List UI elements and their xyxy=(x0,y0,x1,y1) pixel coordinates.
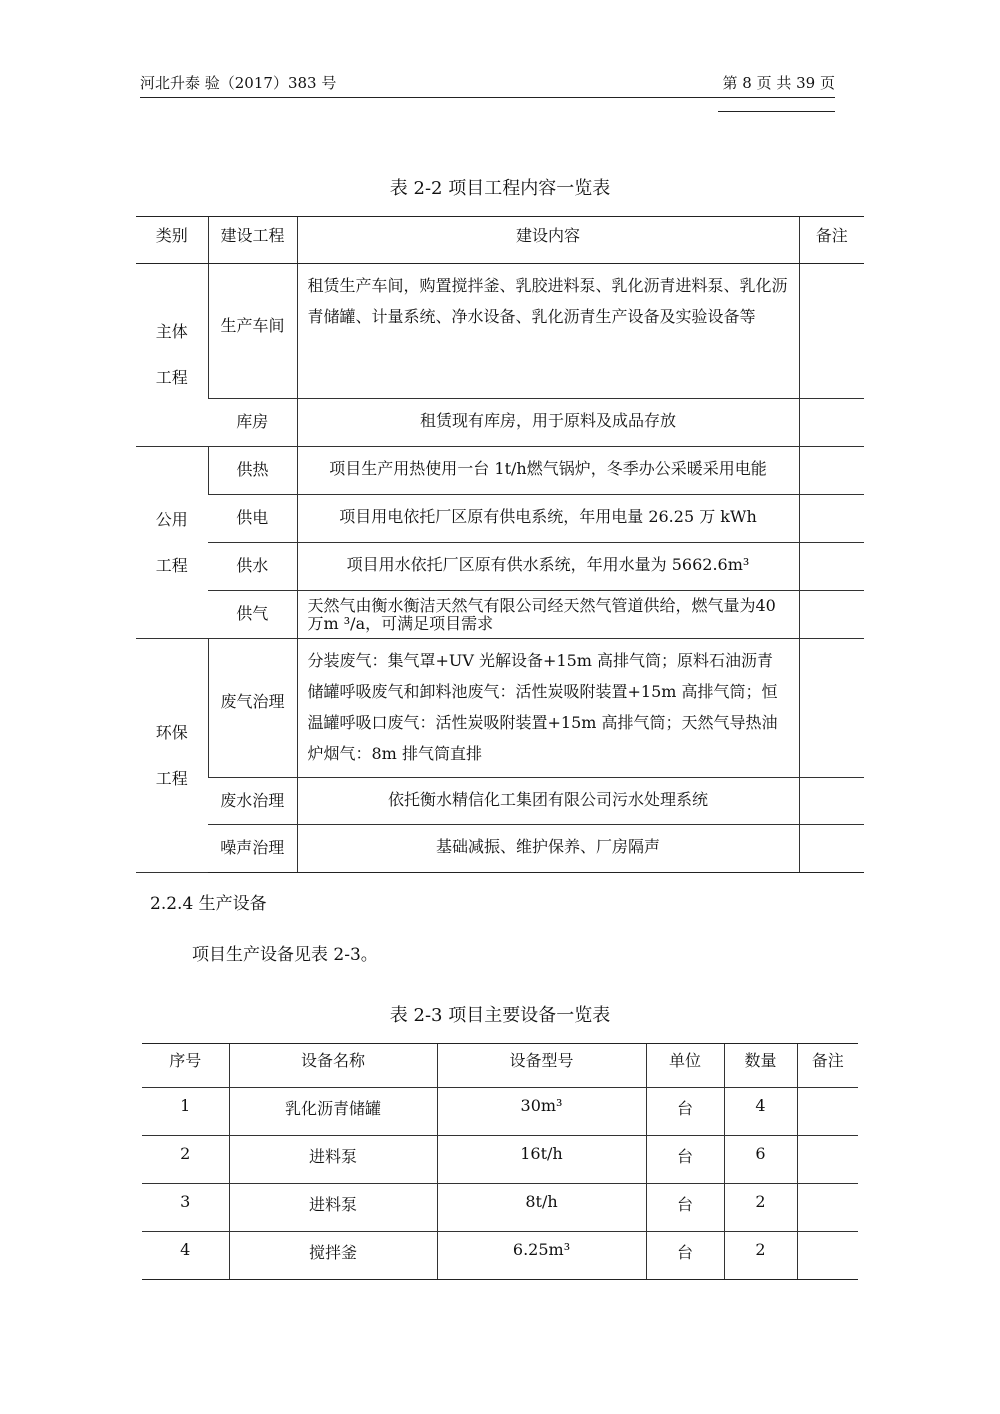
note-cell xyxy=(799,591,864,639)
equipment-name-cell: 进料泵 xyxy=(229,1136,437,1184)
content-cell: 基础减振、维护保养、厂房隔声 xyxy=(297,825,799,873)
table-row xyxy=(136,825,864,873)
index-cell: 2 xyxy=(142,1136,229,1184)
table-row xyxy=(136,399,864,447)
index-cell: 4 xyxy=(142,1232,229,1280)
quantity-cell: 4 xyxy=(724,1088,797,1136)
column-header-model: 设备型号 xyxy=(437,1044,646,1088)
equipment-name-cell: 乳化沥青储罐 xyxy=(229,1088,437,1136)
table-row xyxy=(142,1136,858,1184)
note-cell xyxy=(797,1232,858,1280)
unit-cell: 台 xyxy=(646,1136,724,1184)
note-cell xyxy=(799,543,864,591)
content-cell: 项目用电依托厂区原有供电系统，年用电量 26.25 万 kWh xyxy=(297,495,799,543)
note-cell xyxy=(797,1088,858,1136)
content-cell: 依托衡水精信化工集团有限公司污水处理系统 xyxy=(297,778,799,825)
content-cell: 项目用水依托厂区原有供水系统，年用水量为 5662.6m³ xyxy=(297,543,799,591)
quantity-cell: 2 xyxy=(724,1184,797,1232)
table-row xyxy=(136,495,864,543)
note-cell xyxy=(799,447,864,495)
content-cell: 项目生产用热使用一台 1t/h燃气锅炉，冬季办公采暖采用电能 xyxy=(297,447,799,495)
note-cell xyxy=(799,495,864,543)
category-cell xyxy=(136,447,208,639)
content-cell: 租赁生产车间，购置搅拌釜、乳胶进料泵、乳化沥青进料泵、乳化沥青储罐、计量系统、净水设备、乳化沥青生产设备及实验设备等 xyxy=(297,264,799,399)
table-2-2-caption: 表 2-2 项目工程内容一览表 xyxy=(389,178,611,199)
note-cell xyxy=(799,399,864,447)
equipment-table xyxy=(142,1043,858,1280)
quantity-cell: 6 xyxy=(724,1136,797,1184)
note-cell xyxy=(797,1136,858,1184)
note-cell xyxy=(799,264,864,399)
item-cell: 废气治理 xyxy=(208,639,297,778)
category-label-line: 公用 xyxy=(155,509,188,529)
table-row xyxy=(136,264,864,399)
model-cell: 16t/h xyxy=(437,1136,646,1184)
item-cell: 生产车间 xyxy=(208,264,297,399)
unit-cell: 台 xyxy=(646,1184,724,1232)
header-short-rule xyxy=(718,111,835,112)
model-cell: 8t/h xyxy=(437,1184,646,1232)
content-cell: 天然气由衡水衡洁天然气有限公司经天然气管道供给，燃气量为40万m ³/a，可满足项目需求 xyxy=(297,591,799,639)
table-row xyxy=(136,778,864,825)
equipment-name-cell: 搅拌釜 xyxy=(229,1232,437,1280)
table-row xyxy=(136,639,864,778)
item-cell: 供电 xyxy=(208,495,297,543)
unit-cell: 台 xyxy=(646,1232,724,1280)
note-cell xyxy=(799,639,864,778)
content-cell: 分装废气：集气罩+UV 光解设备+15m 高排气筒；原料石油沥青储罐呼吸废气和卸料池废气：活性炭吸附装置+15m 高排气筒；恒温罐呼吸口废气：活性炭吸附装置+15m 高排气筒；天然气导热油炉烟气：8m 排气筒直排 xyxy=(297,639,799,778)
category-label-line: 工程 xyxy=(155,555,188,575)
item-cell: 供气 xyxy=(208,591,297,639)
table-row xyxy=(142,1088,858,1136)
column-header-quantity: 数量 xyxy=(724,1044,797,1088)
category-cell xyxy=(136,264,208,447)
header-document-number: 河北升泰 验（2017）383 号 xyxy=(140,74,337,92)
index-cell: 3 xyxy=(142,1184,229,1232)
table-row xyxy=(136,543,864,591)
note-cell xyxy=(797,1184,858,1232)
category-label-line: 主体 xyxy=(155,322,188,341)
note-cell xyxy=(799,778,864,825)
category-label-line: 环保 xyxy=(155,722,188,742)
table-2-3-caption: 表 2-3 项目主要设备一览表 xyxy=(389,1005,611,1026)
column-header-unit: 单位 xyxy=(646,1044,724,1088)
header-page-number: 第 8 页 共 39 页 xyxy=(722,74,835,92)
item-cell: 噪声治理 xyxy=(208,825,297,873)
item-cell: 供热 xyxy=(208,447,297,495)
table-header-row xyxy=(142,1044,858,1088)
item-cell: 供水 xyxy=(208,543,297,591)
column-header-item: 建设工程 xyxy=(208,217,297,264)
project-content-table xyxy=(136,216,864,873)
column-header-category: 类别 xyxy=(136,217,208,264)
table-row xyxy=(136,591,864,639)
table-row xyxy=(136,447,864,495)
column-header-content: 建设内容 xyxy=(297,217,799,264)
column-header-note: 备注 xyxy=(799,217,864,264)
model-cell: 30m³ xyxy=(437,1088,646,1136)
column-header-equipment-name: 设备名称 xyxy=(229,1044,437,1088)
note-cell xyxy=(799,825,864,873)
column-header-index: 序号 xyxy=(142,1044,229,1088)
category-cell xyxy=(136,639,208,873)
table-row xyxy=(142,1184,858,1232)
equipment-name-cell: 进料泵 xyxy=(229,1184,437,1232)
model-cell: 6.25m³ xyxy=(437,1232,646,1280)
column-header-note: 备注 xyxy=(797,1044,858,1088)
table-row xyxy=(142,1232,858,1280)
unit-cell: 台 xyxy=(646,1088,724,1136)
content-cell: 租赁现有库房，用于原料及成品存放 xyxy=(297,399,799,447)
quantity-cell: 2 xyxy=(724,1232,797,1280)
item-cell: 废水治理 xyxy=(208,778,297,825)
section-paragraph: 项目生产设备见表 2-3。 xyxy=(192,945,378,965)
category-label-line: 工程 xyxy=(155,368,188,387)
header-rule xyxy=(140,97,835,98)
item-cell: 库房 xyxy=(208,399,297,447)
table-header-row xyxy=(136,217,864,264)
section-heading: 2.2.4 生产设备 xyxy=(150,894,267,914)
index-cell: 1 xyxy=(142,1088,229,1136)
category-label-line: 工程 xyxy=(155,768,188,788)
